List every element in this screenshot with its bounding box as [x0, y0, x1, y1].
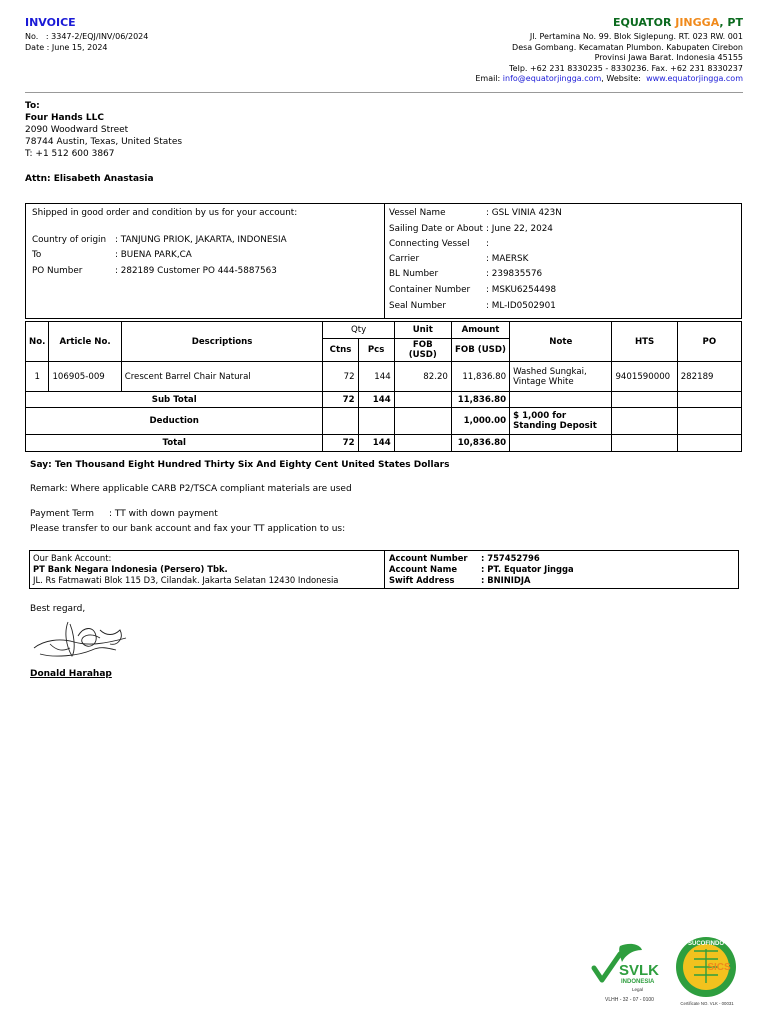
- svlk-logo: [590, 940, 672, 1004]
- email-link[interactable]: info@equatorjingga.com: [502, 74, 602, 83]
- table-row: [26, 362, 742, 392]
- sics-ring-text: SUCOFINDO: [688, 941, 724, 947]
- svlk-text: SVLK: [619, 962, 660, 979]
- po-number-label: PO Number: [32, 266, 83, 276]
- container-value: : MSKU6254498: [486, 285, 557, 295]
- container-label: Container Number: [389, 285, 471, 295]
- deduction-row: [26, 408, 742, 435]
- recipient-city: 78744 Austin, Texas, United States: [25, 137, 183, 147]
- recipient-block: [25, 100, 182, 160]
- col-po-header: PO: [677, 322, 741, 362]
- deduction-amount: 1,000.00: [451, 408, 509, 435]
- destination-label: To: [32, 250, 42, 260]
- bl-number-label: BL Number: [389, 269, 439, 279]
- po-number-value: : 282189 Customer PO 444-5887563: [115, 266, 277, 276]
- subtotal-pcs: 144: [358, 392, 394, 408]
- signature-image: [30, 614, 135, 666]
- company-address: [475, 32, 743, 85]
- col-qty-header: Qty: [323, 322, 394, 339]
- bank-account-box: [29, 550, 739, 589]
- swift-value: : BNINIDJA: [481, 575, 531, 585]
- col-ctns-header: Ctns: [323, 339, 358, 362]
- remark-text: Remark: Where applicable CARB P2/TSCA compliant materials are used: [30, 484, 352, 494]
- col-unit-header: Unit: [394, 322, 451, 339]
- invoice-number: No. : 3347-2/EQJ/INV/06/2024: [25, 32, 149, 41]
- total-pcs: 144: [358, 435, 394, 452]
- bank-account-details: [386, 551, 738, 588]
- goods-table: [25, 321, 742, 452]
- connecting-vessel-label: Connecting Vessel: [389, 239, 470, 249]
- attention-line: Attn: Elisabeth Anastasia: [25, 174, 154, 184]
- invoice-date: Date : June 15, 2024: [25, 42, 108, 52]
- row-hts: 9401590000: [612, 362, 677, 392]
- destination-value: : BUENA PARK,CA: [115, 250, 192, 260]
- vessel-label: Vessel Name: [389, 208, 446, 218]
- origin-label: Country of origin: [32, 235, 107, 245]
- bank-info: [30, 551, 385, 588]
- total-ctns: 72: [323, 435, 358, 452]
- table-header-row: [26, 322, 742, 339]
- total-amount: 10,836.80: [451, 435, 509, 452]
- seal-value: : ML-ID0502901: [486, 301, 556, 311]
- row-description: Crescent Barrel Chair Natural: [121, 362, 323, 392]
- sics-text: SICS: [707, 962, 731, 973]
- col-desc-header: Descriptions: [121, 322, 323, 362]
- sics-cert: Certificate NO. VLK - 00031: [680, 1001, 734, 1006]
- company-address-line2: Desa Gombang. Kecamatan Plumbon. Kabupaten Cirebon: [512, 42, 743, 52]
- to-label: To:: [25, 101, 40, 111]
- row-amount: 11,836.80: [451, 362, 509, 392]
- bl-number-value: : 239835576: [486, 269, 543, 279]
- row-po: 282189: [677, 362, 741, 392]
- col-amount-sub-header: FOB (USD): [451, 339, 509, 362]
- row-article: 106905-009: [49, 362, 121, 392]
- col-unit-sub-header: FOB (USD): [394, 339, 451, 362]
- swift-label: Swift Address: [389, 575, 455, 585]
- company-address-line1: Jl. Pertamina No. 99. Blok Siglepung. RT. 023 RW. 001: [529, 32, 743, 41]
- shipping-intro: Shipped in good order and condition by us for your account:: [32, 208, 298, 218]
- payment-term-label: Payment Term: [30, 509, 95, 519]
- account-number-label: Account Number: [389, 553, 468, 563]
- col-no-header: No.: [26, 322, 49, 362]
- carrier-value: : MAERSK: [486, 254, 529, 264]
- connecting-vessel-value: :: [486, 239, 489, 249]
- bank-heading: Our Bank Account:: [33, 553, 112, 563]
- account-number-value: : 757452796: [481, 553, 540, 563]
- subtotal-label: Sub Total: [26, 392, 323, 408]
- svlk-legal: Legal: [632, 987, 644, 992]
- company-name-accent: JINGGA: [675, 16, 720, 29]
- carrier-label: Carrier: [389, 254, 420, 264]
- row-no: 1: [26, 362, 49, 392]
- col-pcs-header: Pcs: [358, 339, 394, 362]
- total-label: Total: [26, 435, 323, 452]
- subtotal-amount: 11,836.80: [451, 392, 509, 408]
- vessel-value: : GSL VINIA 423N: [486, 208, 562, 218]
- row-note: Washed Sungkai, Vintage White: [510, 362, 612, 392]
- sailing-label: Sailing Date or About: [389, 224, 483, 234]
- sics-logo: [672, 935, 742, 1007]
- subtotal-row: [26, 392, 742, 408]
- website-link[interactable]: www.equatorjingga.com: [646, 74, 743, 83]
- account-name-label: Account Name: [389, 564, 458, 574]
- deduction-note: $ 1,000 for Standing Deposit: [510, 408, 612, 435]
- sailing-value: : June 22, 2024: [486, 224, 553, 234]
- amount-in-words: Say: Ten Thousand Eight Hundred Thirty Six And Eighty Cent United States Dollars: [30, 460, 450, 470]
- col-note-header: Note: [510, 322, 612, 362]
- invoice-title: INVOICE: [25, 16, 76, 29]
- row-ctns: 72: [323, 362, 358, 392]
- subtotal-ctns: 72: [323, 392, 358, 408]
- shipping-left-panel: [26, 204, 385, 318]
- company-contact: Email: info@equatorjingga.com, Website: www.equatorjingga.com: [475, 74, 743, 83]
- company-name: EQUATOR JINGGA, PT: [612, 16, 743, 29]
- col-article-header: Article No.: [49, 322, 121, 362]
- payment-term: [30, 509, 218, 519]
- account-name-value: : PT. Equator Jingga: [481, 564, 574, 574]
- signer-name: Donald Harahap: [30, 669, 112, 679]
- recipient-street: 2090 Woodward Street: [25, 125, 129, 135]
- header-divider: [25, 92, 743, 93]
- recipient-company: Four Hands LLC: [25, 113, 104, 123]
- col-hts-header: HTS: [612, 322, 677, 362]
- row-unit-price: 82.20: [394, 362, 451, 392]
- svlk-code: VLHH - 32 - 07 - 0100: [605, 997, 654, 1003]
- transfer-instruction: Please transfer to our bank account and fax your TT application to us:: [30, 524, 346, 534]
- col-amount-header: Amount: [451, 322, 509, 339]
- shipping-right-panel: [385, 204, 741, 318]
- company-address-line3: Provinsi Jawa Barat. Indonesia 45155: [594, 53, 743, 62]
- invoice-meta: [25, 32, 148, 53]
- svlk-sub: INDONESIA: [621, 979, 655, 985]
- origin-value: : TANJUNG PRIOK, JAKARTA, INDONESIA: [115, 235, 287, 245]
- seal-label: Seal Number: [389, 301, 446, 311]
- payment-term-value: : TT with down payment: [109, 509, 218, 519]
- company-phone: Telp. +62 231 8330235 - 8330236. Fax. +62 231 8330237: [509, 63, 743, 73]
- bank-name: PT Bank Negara Indonesia (Persero) Tbk.: [33, 564, 228, 574]
- closing-regard: Best regard,: [30, 604, 86, 614]
- shipping-details-box: [25, 203, 742, 319]
- row-pcs: 144: [358, 362, 394, 392]
- total-row: [26, 435, 742, 452]
- bank-address: JL. Rs Fatmawati Blok 115 D3, Cilandak. Jakarta Selatan 12430 Indonesia: [33, 575, 339, 585]
- deduction-label: Deduction: [26, 408, 323, 435]
- recipient-phone: T: +1 512 600 3867: [25, 149, 115, 159]
